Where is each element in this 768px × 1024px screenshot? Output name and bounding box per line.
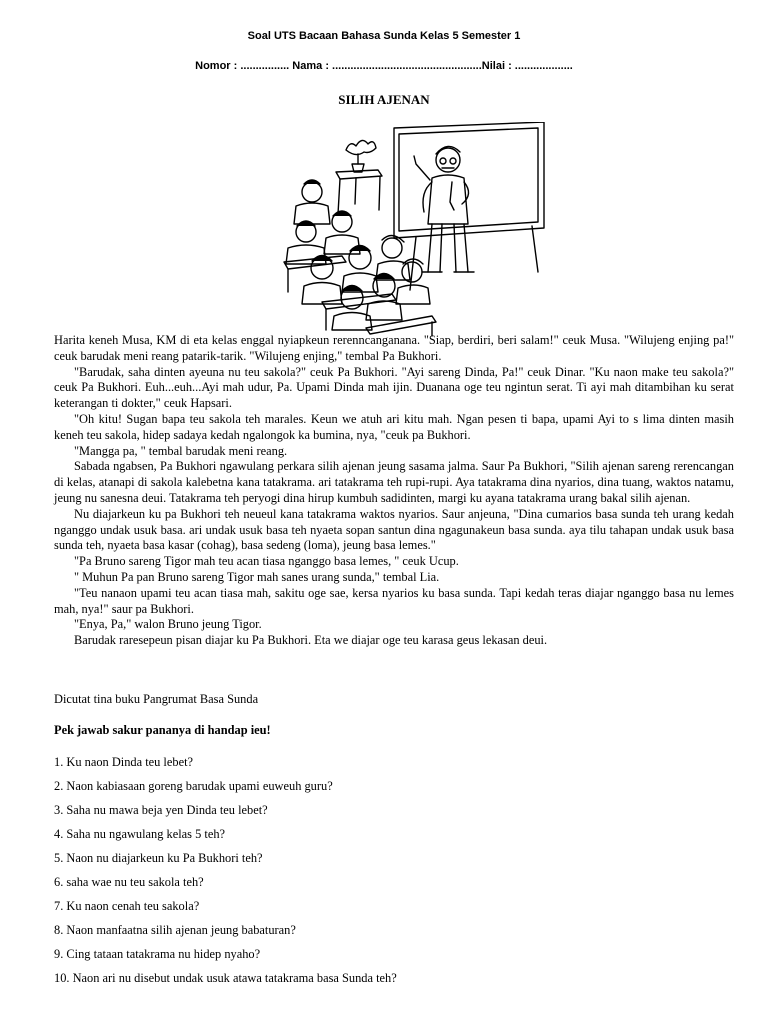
story-paragraph: Nu diajarkeun ku pa Bukhori teh neueul kana tatakrama waktos nyarios. Saur anjeuna, "Dina cumarios basa sunda teh urang kedah nganggo undak usuk basa. ari undak usuk basa teh nyaeta sopan santun dina ngagunakeun basa sunda. aya tilu tahapan undak usuk basa sunda teh, nyaeta basa kasar (cohag), basa sedeng (loma), jeung basa lemes." xyxy=(54,506,734,553)
teacher-figure xyxy=(414,146,474,272)
story-paragraph: Sabada ngabsen, Pa Bukhori ngawulang perkara silih ajenan jeung sasama jalma. Saur Pa Bukhori, "Silih ajenan sareng rerencangan di kelas, atanapi di sakola kalebetna kana tatakrama. ari tatakrama teh rupi-rupi. Aya tatakrama dina nyarios, dina tuang, waktos natamu, jeung nu sanesna deui. Tatakrama teh peryogi dina hirup kumbuh sadidinten, margi ku ayana tatakrama urang bakal silih ajenan. xyxy=(54,459,734,505)
story-paragraph: "Teu nanaon upami teu acan tiasa mah, sakitu oge sae, kersa nyarios ku basa sunda. Tapi kedah teras diajar nganggo basa nu lemes mah, nya!" saur pa Bukhori. xyxy=(54,585,734,616)
student-desks xyxy=(284,256,436,336)
story-paragraph: "Enya, Pa," walon Bruno jeung Tigor. xyxy=(74,617,262,632)
instructions: Pek jawab sakur pananya di handap ieu! xyxy=(54,723,271,737)
question-item: 1. Ku naon Dinda teu lebet? xyxy=(54,755,194,769)
story-paragraph: " Muhun Pa pan Bruno sareng Tigor mah sanes urang sunda," tembal Lia. xyxy=(74,569,440,584)
story-paragraph: Barudak raresepeun pisan diajar ku Pa Bukhori. Eta we diajar oge teu karasa geus lekasan deui. xyxy=(74,633,548,648)
classroom-illustration xyxy=(282,122,552,338)
story-body xyxy=(54,333,734,649)
students-group xyxy=(286,180,430,330)
question-item: 5. Naon nu diajarkeun ku Pa Bukhori teh? xyxy=(54,851,263,865)
question-item: 2. Naon kabiasaan goreng barudak upami euweuh guru? xyxy=(54,779,333,793)
story-title: SILIH AJENAN xyxy=(338,92,430,107)
story-paragraph: Harita keneh Musa, KM di eta kelas enggal nyiapkeun rerenncanganana. "Siap, berdiri, beri salam!" ceuk Musa. "Wilujeng enjing pa!" ceuk barudak meni reang patarik-tarik. "Wilujeng enjing," tembal Pa Bukhori. xyxy=(54,333,734,363)
blackboard xyxy=(394,122,544,290)
question-item: 8. Naon manfaatna silih ajenan jeung babaturan? xyxy=(54,923,296,937)
story-paragraph: "Oh kitu! Sugan bapa teu sakola teh marales. Keun we atuh ari kitu mah. Ngan pesen ti bapa, upami Ayi to s lima dinten masih keneh teu sakola, hidep sadaya kedah ngalongok ka bumina, nya, "ceuk pa Bukhori. xyxy=(54,411,734,442)
side-table xyxy=(336,170,382,214)
question-item: 4. Saha nu ngawulang kelas 5 teh? xyxy=(54,827,226,841)
story-paragraph: "Pa Bruno sareng Tigor mah teu acan tiasa nganggo basa lemes, " ceuk Ucup. xyxy=(74,554,459,569)
story-paragraph: "Barudak, saha dinten ayeuna nu teu sakola?" ceuk Pa Bukhori. "Ayi sareng Dinda, Pa!" ceuk Dinar. "Ku naon make teu sakola?" ceuk Pa Bukhori. Euh...euh...Ayi mah udur, Pa. Upami Dinda mah ijin. Duanana oge teu ngintun serat. Ti ayi mah ditambihan ku serat keterangan ti dokter," ceuk Hapsari. xyxy=(54,364,734,411)
question-item: 9. Cing tataan tatakrama nu hidep nyaho? xyxy=(54,947,261,961)
question-list xyxy=(54,754,734,994)
question-item: 3. Saha nu mawa beja yen Dinda teu lebet? xyxy=(54,803,268,817)
story-paragraph: "Mangga pa, " tembal barudak meni reang. xyxy=(74,443,288,458)
question-item: 10. Naon ari nu disebut undak usuk atawa tatakrama basa Sunda teh? xyxy=(54,971,397,985)
question-item: 6. saha wae nu teu sakola teh? xyxy=(54,875,204,889)
story-source: Dicutat tina buku Pangrumat Basa Sunda xyxy=(54,692,259,706)
student-form-line: Nomor : ................ Nama : .................................................Nilai : ................... xyxy=(195,60,573,72)
question-item: 7. Ku naon cenah teu sakola? xyxy=(54,899,200,913)
exam-title: Soal UTS Bacaan Bahasa Sunda Kelas 5 Semester 1 xyxy=(247,30,521,42)
flower-vase xyxy=(346,140,376,172)
